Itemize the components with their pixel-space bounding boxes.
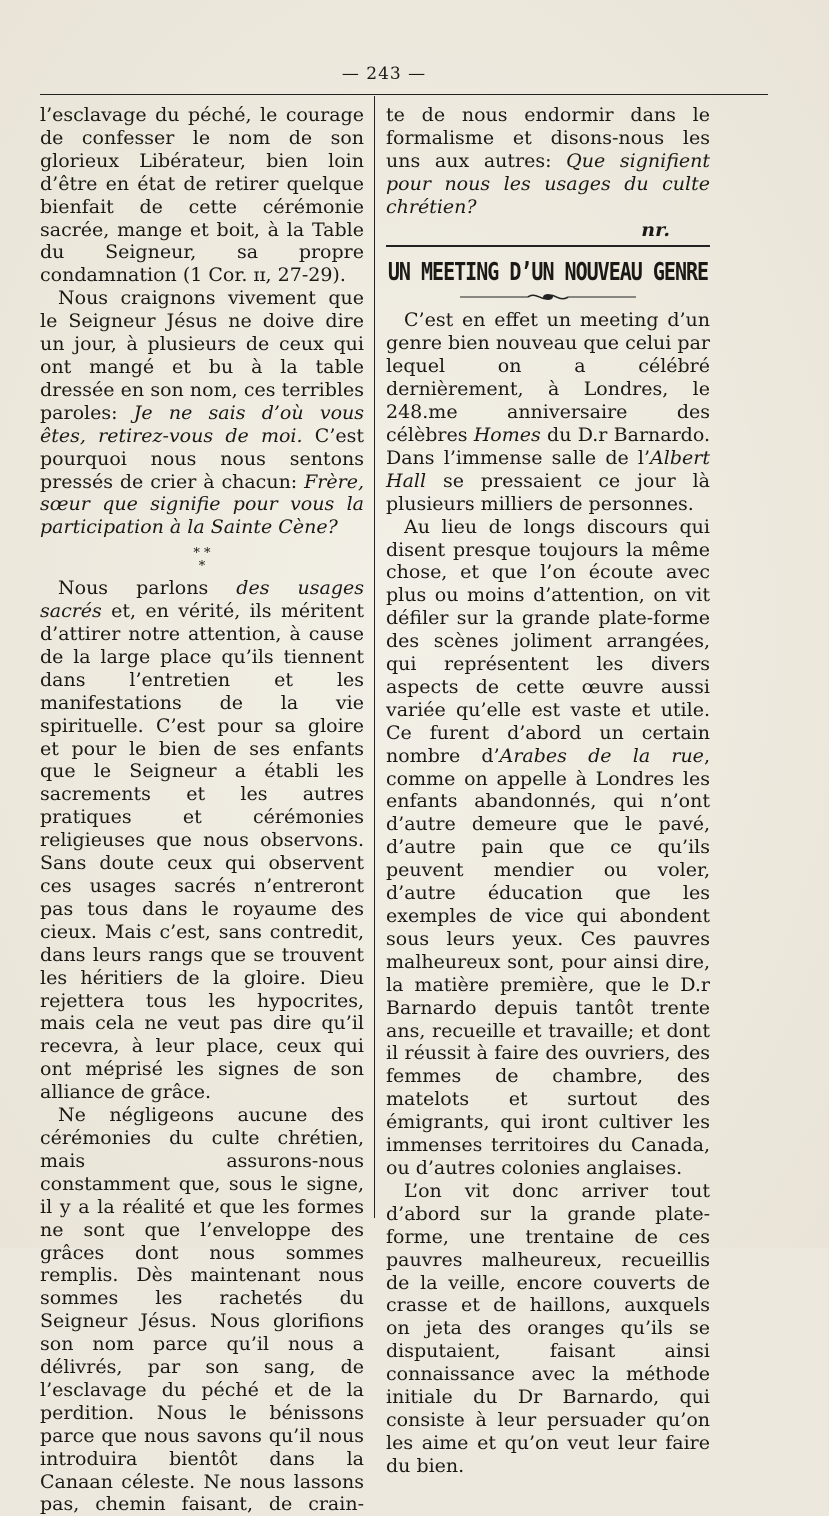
left-p3-text-c: et, en vérité, ils méritent d’attirer notre attention, à cause de la large place qu’ils tiennent dans l’entretien et les manifestations de la vie spirituelle. C’est pour sa gloire et pour le bien de ses enfants que le Seigneur a établi les sacrements et les autres pratiques et cérémonies religieuses que nous observons. Sans doute ceux qui observent ces usages sacrés n’entreront pas tous dans le royaume des cieux. Mais c’est, sans contredit, dans leurs rangs que se trouvent les héritiers de la gloire. Dieu rejettera tous les hypocrites, mais cela ne veut pas dire qu’il recevra, à leur place, ceux qui ont méprisé les signes de son alliance de grâce. — [40, 600, 364, 1104]
left-p3-emphasis: des usages sacrés — [40, 577, 364, 623]
left-column — [40, 104, 364, 1516]
stars-bottom: * — [198, 559, 206, 575]
section-separator-stars — [40, 539, 364, 577]
left-p2-quote: Je ne sais d’où vous êtes, retirez-vous de moi. — [40, 401, 364, 447]
right-p2-homes: Homes — [473, 423, 541, 446]
left-paragraph-2 — [40, 287, 364, 539]
right-p1-question: Que signifient pour nous les usages du culte chrétien? — [386, 149, 710, 218]
stars-top: * * — [193, 546, 211, 562]
right-p2-text-a: C’est en effet un meeting d’un genre bien nouveau que celui par lequel on a célébré dernièrement, à Londres, le 248.me anniversaire des célèbres — [386, 309, 710, 446]
right-p3-arabes: Arabes de la rue — [499, 744, 704, 767]
column-divider — [374, 96, 375, 1218]
right-paragraph-4: L’on vit donc arriver tout d’abord sur la grande plate-forme, une trentaine de ces pauvres malheureux, recueillis de la veille, encore couverts de crasse et de haillons, auxquels on jeta des oranges qu’ils se disputaient, faisant ainsi connaissance avec la méthode initiale du Dr Barnardo, qui consiste à leur persuader qu’on les aime et qu’on veut leur faire du bien. — [386, 1179, 710, 1477]
section-title: UN MEETING D’UN NOUVEAU GENRE — [387, 256, 709, 287]
right-paragraph-2 — [386, 309, 710, 515]
section-rule — [386, 245, 710, 247]
left-p2-text-a: Nous craignons vivement que le Seigneur Jésus ne doive dire un jour, à plusieurs de ceux qui ont mangé et bu à la table dressée en son nom, ces terribles paroles: — [40, 287, 364, 424]
left-paragraph-4: Ne négligeons aucune des cérémonies du culte chrétien, mais assurons-nous constamment que, sous le signe, il y a la réalité et que les formes ne sont que l’enveloppe des grâces dont nous sommes remplis. Dès maintenant nous sommes les rachetés du Seigneur Jésus. Nous glorifions son nom parce qu’il nous a délivrés, par son sang, de l’esclavage du péché et de la perdition. Nous le bénissons parce que nous savons qu’il nous introduira bientôt dans la Canaan céleste. Ne nous lassons pas, chemin faisant, de crain- — [40, 1104, 364, 1516]
left-p3-text-a: Nous parlons — [58, 577, 237, 600]
right-p2-albert-hall: Albert Hall — [386, 446, 710, 492]
left-paragraph-3 — [40, 577, 364, 1104]
right-column — [386, 104, 710, 1478]
author-signature: nr. — [641, 218, 670, 241]
right-p1-text-a: te de nous endormir dans le formalisme et disons-nous les uns aux autres: — [386, 104, 710, 172]
left-paragraph-1: l’esclavage du péché, le courage de confesser le nom de son glorieux Libérateur, bien loin d’être en état de retirer quelque bienfait de cette cérémonie sacrée, mange et boit, à la Table du Seigneur, sa propre condamnation (1 Cor. ɪɪ, 27-29). — [40, 104, 364, 287]
right-p3-text-c: , comme on appelle à Londres les enfants abandonnés, qui n’ont d’autre demeure que le pavé, d’autre pain que ce qu’ils peuvent mendier ou voler, d’autre éducation que les exemples de vice qui abondent sous leurs yeux. Ces pauvres malheureux sont, pour ainsi dire, la matière première, que le D.r Barnardo depuis tantôt trente ans, recueille et travaille; et dont il réussit à faire des ouvriers, des femmes de chambre, des matelots et surtout des émigrants, qui iront cultiver les immenses territoires du Canada, ou d’autres colonies anglaises. — [386, 744, 710, 1179]
header-rule — [40, 94, 768, 95]
left-p2-question: Frère, sœur que signifie pour vous la participation à la Sainte Cène? — [40, 470, 364, 539]
right-paragraph-1 — [386, 104, 710, 219]
right-paragraph-3 — [386, 516, 710, 1180]
right-p2-text-e: se pressaient ce jour là plusieurs milliers de personnes. — [386, 469, 710, 515]
right-p3-text-a: Au lieu de longs discours qui disent presque toujours la même chose, et que l’on écoute avec plus ou moins d’attention, on vit défiler sur la grande plate-forme des scènes joliment arrangées, qui représentent les divers aspects de cette œuvre aussi variée qu’elle est vaste et utile. Ce furent d’abord un certain nombre d’ — [386, 515, 710, 767]
right-p2-text-c: du D.r Barnardo. Dans l’immense salle de l’ — [386, 423, 710, 469]
page-number: — 243 — — [341, 64, 427, 84]
left-p2-text-c: C’est pourquoi nous nous sentons pressés de crier à chacun: — [40, 424, 365, 493]
